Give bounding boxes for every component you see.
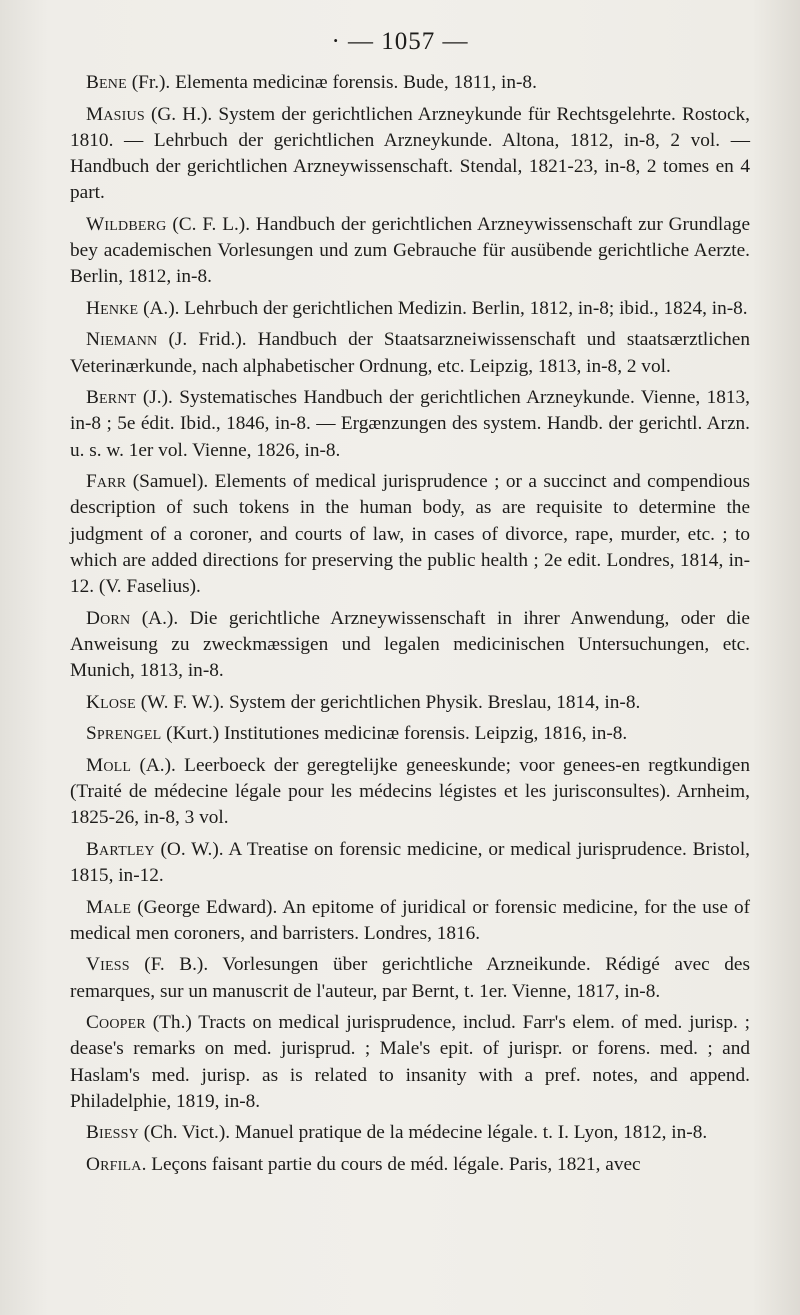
entry-text: (J.). Systematisches Handbuch der gerichtlichen Arzneykunde. Vienne, 1813, in-8 ; 5e édit. Ibid., 1846, in-8. — Ergænzungen des system. Handb. der gerichtl. Arzn. u. s. w. 1er vol. Vienne, 1826, in-8. [70, 387, 750, 461]
entry-author: Masius [86, 103, 145, 125]
bibliography-entry [70, 753, 750, 832]
bibliography-entry [70, 296, 750, 322]
entry-author: Orfila [86, 1153, 142, 1175]
entry-author: Wildberg [86, 213, 167, 235]
entry-text: (O. W.). A Treatise on forensic medicine, or medical jurisprudence. Bristol, 1815, in-12. [70, 838, 750, 886]
entry-author: Bene [86, 72, 127, 93]
entry-author: Male [86, 896, 132, 918]
entry-text: (A.). Die gerichtliche Arzneywissenschaft in ihrer Anwendung, oder die Anweisung zu zweckmæssigen und legalen medicinischen Untersuchungen, etc. Munich, 1813, in-8. [70, 607, 750, 681]
bibliography-entry [70, 895, 750, 947]
entry-author: Cooper [86, 1012, 146, 1034]
bibliography-entry [70, 212, 750, 291]
bibliography-entry [70, 385, 750, 464]
bibliography-entry [70, 469, 750, 600]
entry-author: Niemann [86, 329, 158, 351]
entry-author: Bartley [86, 838, 155, 860]
entry-text: (Fr.). Elementa medicinæ forensis. Bude, 1811, in-8. [126, 72, 537, 93]
entry-text: . Leçons faisant partie du cours de méd. légale. Paris, 1821, avec [141, 1153, 641, 1175]
entry-text: (Ch. Vict.). Manuel pratique de la médecine légale. t. I. Lyon, 1812, in-8. [138, 1122, 708, 1144]
entry-text: (George Edward). An epitome of juridical or forensic medicine, for the use of medical men coroners, and barristers. Londres, 1816. [70, 896, 750, 944]
entry-author: Viess [86, 954, 130, 976]
bibliography-entry [70, 952, 750, 1004]
entry-text: (C. F. L.). Handbuch der gerichtlichen Arzneywissenschaft zur Grundlage bey academischen Vorlesungen und zum Gebrauche für ausübende gerichtliche Aerzte. Berlin, 1812, in-8. [70, 213, 750, 288]
bibliography-entry [70, 1152, 750, 1178]
entry-text: (Samuel). Elements of medical jurisprudence ; or a succinct and compendious description of such tokens in the human body, as are requisite to determine the judgment of a coroner, and courts of law, in cases of divorce, rape, murder, etc. ; to which are added directions for preserving the public health ; 2e edit. Londres, 1814, in-12. (V. Faselius). [70, 471, 750, 597]
entry-author: Sprengel [86, 723, 162, 745]
entry-author: Dorn [86, 607, 131, 629]
bibliography-list [70, 70, 750, 1184]
bibliography-entry [70, 1120, 750, 1146]
bibliography-entry [70, 102, 750, 207]
entry-author: Farr [86, 471, 127, 493]
entry-text: (W. F. W.). System der gerichtlichen Physik. Breslau, 1814, in-8. [135, 691, 641, 713]
bibliography-entry [70, 721, 750, 747]
entry-author: Henke [86, 297, 139, 319]
entry-author: Bernt [86, 387, 137, 409]
entry-text: (A.). Lehrbuch der gerichtlichen Medizin. Berlin, 1812, in-8; ibid., 1824, in-8. [138, 297, 748, 319]
entry-author: Moll [86, 754, 132, 776]
bibliography-entry [70, 70, 750, 96]
entry-text: (G. H.). System der gerichtlichen Arzneykunde für Rechtsgelehrte. Rostock, 1810. — Lehrbuch der gerichtlichen Arzneykunde. Altona, 1812, in-8, 2 vol. — Handbuch der gerichtlichen Arzneywissenschaft. Stendal, 1821-23, in-8, 2 tomes en 4 part. [70, 103, 750, 204]
entry-text: (Th.) Tracts on medical jurisprudence, includ. Farr's elem. of med. jurisp. ; dease's remarks on med. jurisprud. ; Male's epit. of jurispr. or forens. med. ; and Haslam's med. jurisp. as is related to insanity with a pref. notes, and append. Philadelphie, 1819, in-8. [70, 1012, 750, 1112]
bibliography-entry [70, 837, 750, 889]
entry-author: Klose [86, 691, 136, 713]
entry-text: (A.). Leerboeck der geregtelijke geneeskunde; voor genees-en regtkundigen (Traité de médecine légale pour les médecins légistes et les jurisconsultes). Arnheim, 1825-26, in-8, 3 vol. [70, 754, 750, 829]
entry-text: (F. B.). Vorlesungen über gerichtliche Arzneikunde. Rédigé avec des remarques, sur un manuscrit de l'auteur, par Bernt, t. 1er. Vienne, 1817, in-8. [70, 954, 750, 1002]
bibliography-entry [70, 327, 750, 379]
page-number: · — 1057 — [331, 28, 469, 55]
bibliography-entry [70, 606, 750, 685]
entry-text: (J. Frid.). Handbuch der Staatsarzneiwissenschaft und staatsærztlichen Veterinærkunde, nach alphabetischer Ordnung, etc. Leipzig, 1813, in-8, 2 vol. [70, 329, 750, 377]
bibliography-entry [70, 690, 750, 716]
entry-author: Biessy [86, 1122, 139, 1144]
bibliography-entry [70, 1010, 750, 1115]
entry-text: (Kurt.) Institutiones medicinæ forensis. Leipzig, 1816, in-8. [161, 723, 628, 745]
